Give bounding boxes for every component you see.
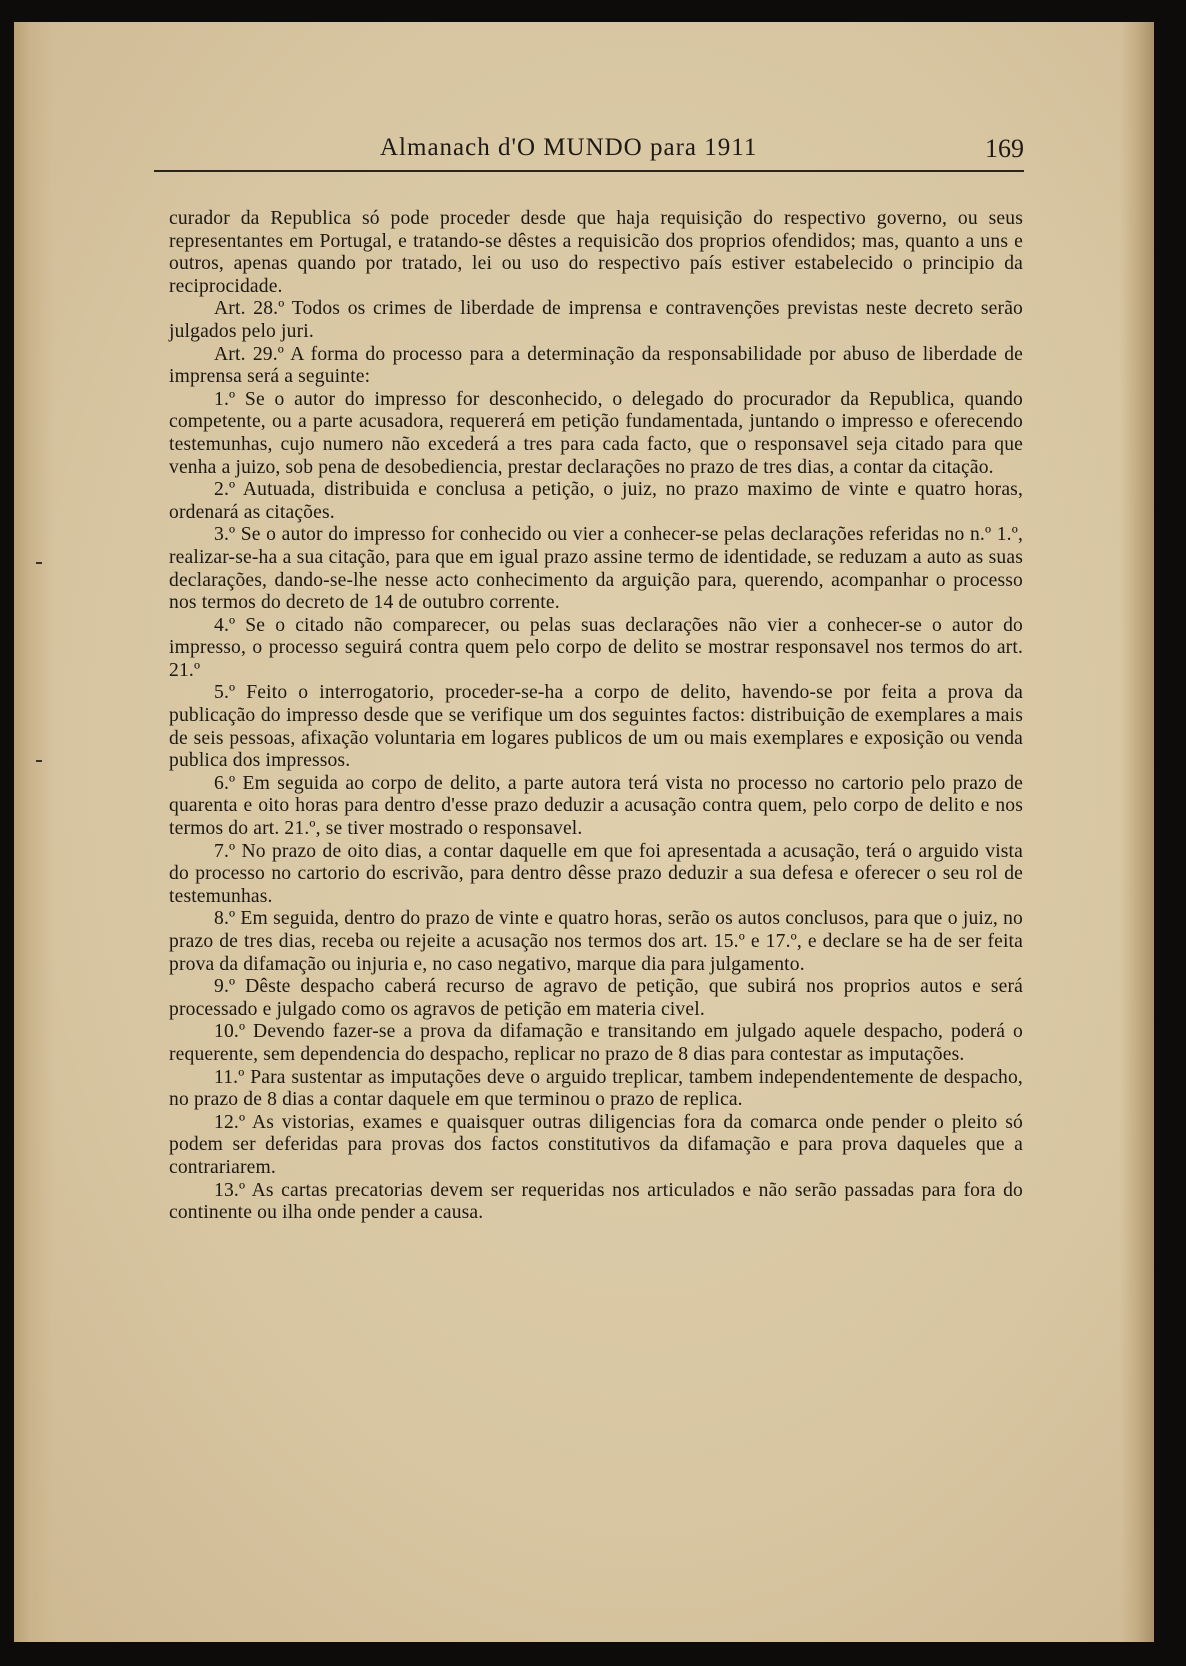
paragraph: 2.º Autuada, distribuida e conclusa a petição, o juiz, no prazo maximo de vinte e quatro horas, ordenará as citações. [169, 479, 1023, 523]
page-number: 169 [985, 134, 1024, 163]
binding-thread-mark [36, 760, 42, 762]
page-binding-shadow [14, 22, 54, 1642]
header-rule [154, 170, 1024, 172]
paragraph: Art. 28.º Todos os crimes de liberdade de imprensa e contravenções previstas neste decreto serão julgados pelo juri. [169, 298, 1023, 342]
paragraph: 1.º Se o autor do impresso for desconhecido, o delegado do procurador da Republica, quando competente, ou a parte acusadora, requererá em petição fundamentada, juntando o impresso e oferecendo testemunhas, cujo numero não excederá a tres para cada facto, que o responsavel seja citado para que venha a juizo, sob pena de desobediencia, prestar declarações no prazo de tres dias, a contar da citação. [169, 388, 1023, 478]
paragraph: 6.º Em seguida ao corpo de delito, a parte autora terá vista no processo no cartorio pelo prazo de quarenta e oito horas para dentro d'esse prazo deduzir a acusação contra quem, pelo corpo de delito e nos termos do art. 21.º, se tiver mostrado o responsavel. [169, 772, 1023, 840]
body-text [169, 208, 1023, 1225]
running-header [154, 118, 1024, 174]
paragraph: 12.º As vistorias, exames e quaisquer outras diligencias fora da comarca onde pender o pleito só podem ser deferidas para provas dos factos constitutivos da difamação e para prova daqueles que a contrariarem. [169, 1111, 1023, 1178]
paragraph: 9.º Dêste despacho caberá recurso de agravo de petição, que subirá nos proprios autos e será processado e julgado como os agravos de petição em materia civel. [169, 976, 1023, 1020]
paragraph: Art. 29.º A forma do processo para a determinação da responsabilidade por abuso de liberdade de imprensa será a seguinte: [169, 343, 1023, 388]
paragraph: 5.º Feito o interrogatorio, proceder-se-ha a corpo de delito, havendo-se por feita a prova da publicação do impresso desde que se verifique um dos seguintes factos: distribuição de exemplares a mais de seis pessoas, afixação voluntaria em logares publicos de um ou mais exemplares e exposição ou venda publica dos impressos. [169, 682, 1023, 772]
paragraph: 3.º Se o autor do impresso for conhecido ou vier a conhecer-se pelas declarações referidas no n.º 1.º, realizar-se-ha a sua citação, para que em igual prazo assine termo de identidade, se reduzam a auto as suas declarações, dando-se-lhe nesse acto conhecimento da arguição para, querendo, acompanhar o processo nos termos do decreto de 14 de outubro corrente. [169, 524, 1023, 614]
paragraph: curador da Republica só pode proceder desde que haja requisição do respectivo governo, ou seus representantes em Portugal, e tratando-se dêstes a requisicão dos proprios ofendidos; mas, quanto a uns e outros, apenas quando por tratado, lei ou uso do respectivo país estiver estabelecido o principio da reciprocidade. [169, 208, 1023, 297]
book-page [14, 22, 1154, 1642]
running-title: Almanach d'O MUNDO para 1911 [380, 134, 758, 161]
paragraph: 10.º Devendo fazer-se a prova da difamação e transitando em julgado aquele despacho, poderá o requerente, sem dependencia do despacho, replicar no prazo de 8 dias para contestar as imputações. [169, 1021, 1023, 1065]
paragraph: 4.º Se o citado não comparecer, ou pelas suas declarações não vier a conhecer-se o autor do impresso, o processo seguirá contra quem pelo corpo de delito se mostrar responsavel nos termos do art. 21.º [169, 614, 1023, 681]
paragraph: 7.º No prazo de oito dias, a contar daquelle em que foi apresentada a acusação, terá o arguido vista do processo no cartorio do escrivão, para dentro dêsse prazo deduzir a sua defesa e oferecer o seu rol de testemunhas. [169, 840, 1023, 907]
page-edge-shadow [1120, 22, 1154, 1642]
binding-thread-mark [36, 562, 42, 564]
paragraph: 8.º Em seguida, dentro do prazo de vinte e quatro horas, serão os autos conclusos, para que o juiz, no prazo de tres dias, receba ou rejeite a acusação nos termos dos art. 15.º e 17.º, e declare se ha de ser feita prova da difamação ou injuria e, no caso negativo, marque dia para julgamento. [169, 908, 1023, 975]
paragraph: 11.º Para sustentar as imputações deve o arguido treplicar, tambem independentemente de despacho, no prazo de 8 dias a contar daquele em que terminou o prazo de replica. [169, 1066, 1023, 1111]
paragraph: 13.º As cartas precatorias devem ser requeridas nos articulados e não serão passadas para fora do continente ou ilha onde pender a causa. [169, 1179, 1023, 1224]
